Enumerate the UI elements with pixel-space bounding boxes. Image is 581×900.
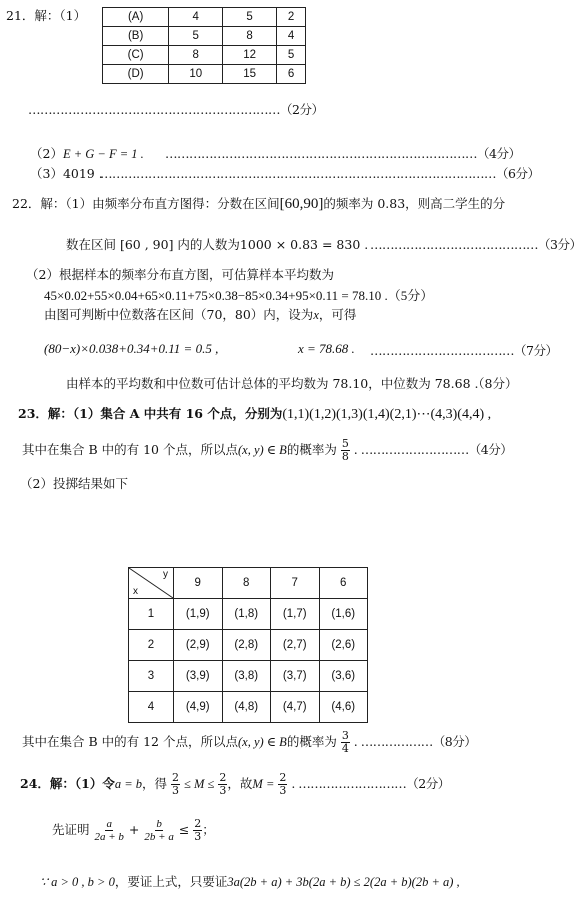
q23-table-cell: (2,6) [319, 630, 368, 661]
q24-line2-plus: + [128, 822, 140, 838]
q22-line7: 由样本的平均数和中位数可估计总体的平均数为 78.10，中位数为 78.68 . [66, 376, 479, 391]
q21-p1-score: ………………………………………………………（2分） [28, 102, 324, 117]
q21-table [102, 7, 306, 84]
q24-frac-e-den: 2b + a [144, 831, 174, 844]
q24-line1-le: ≤ M ≤ [184, 777, 215, 792]
q23-table-cell: (3,9) [174, 661, 223, 692]
q24-frac-c [278, 772, 287, 797]
q23-frac2-num: 3 [341, 729, 349, 742]
q21-p3: （3）4019 . [30, 166, 103, 181]
q23-frac2 [341, 730, 350, 755]
q22-line6-x: x = 78.68 . [298, 341, 355, 356]
q21-p2-score: ……………………………………………………………………（4分） [165, 146, 521, 161]
q24-frac-a-den: 3 [172, 784, 180, 798]
q22-line5-text: 由图可判断中位数落在区间（70，80）内，设为 [44, 307, 314, 322]
q23-table-cell: (4,9) [174, 692, 223, 723]
q24-line1-text: 24．解：（1）令 [20, 776, 115, 792]
q23-table-row-header: 4 [129, 692, 174, 723]
q21-table-cell: 12 [223, 46, 277, 65]
q21-table-cell: (C) [103, 46, 169, 65]
q23-line4-text: 其中在集合 B 中的有 12 个点，所以点 [22, 734, 238, 750]
q24-frac-d-den: 2a + b [94, 831, 124, 844]
q22-interval: [60,90] [279, 196, 324, 212]
q21-table-cell: 4 [277, 27, 306, 46]
q24-line2-le: ≤ [178, 822, 190, 838]
q24-frac-b-num: 2 [219, 771, 227, 784]
q24-frac-f [193, 818, 202, 843]
q23-frac1 [341, 438, 350, 463]
q21-p2 [30, 144, 144, 162]
q23-table-cell: (1,8) [222, 599, 271, 630]
q24-line3-mid: ，要证上式，只要证 [114, 874, 228, 889]
q21-table-cell: (D) [103, 65, 169, 84]
q23-table-cell: (2,7) [271, 630, 320, 661]
q23-table-corner [129, 568, 174, 599]
q23-table-x-label: x [133, 586, 138, 597]
q23-table-col-header: 6 [319, 568, 368, 599]
q24-frac-e [143, 818, 174, 843]
q24-frac-a [171, 772, 180, 797]
q22-line6-score: ………………………………（7分） [370, 343, 558, 358]
q24-line1-gu: ，故 [227, 776, 253, 792]
q24-line2-text: 先证明 [52, 822, 90, 838]
q23-table-row-header: 3 [129, 661, 174, 692]
q24-frac-c-den: 3 [279, 784, 287, 798]
q22-line2-score: ……………………………………（3分） [370, 237, 581, 252]
q21-table-cell: (A) [103, 8, 169, 27]
q22-line4: 45×0.02+55×0.04+65×0.11+75×0.38−85×0.34+95×0.11 = 78.10 .（5分） [44, 288, 434, 303]
q24-frac-a-num: 2 [172, 771, 180, 784]
q23-table-row-header: 2 [129, 630, 174, 661]
q21-table-row [103, 27, 306, 46]
q21-p2-label: （2） [30, 146, 63, 161]
q23-table-header-row [129, 568, 368, 599]
q23-table-cell: (3,8) [222, 661, 271, 692]
q24-line1-M: M = [252, 777, 275, 792]
q21-table-row [103, 46, 306, 65]
q23-line2-dots: . ………………………（4分） [353, 442, 513, 458]
q24-line1-mid: ，得 [142, 776, 168, 792]
q23-table-col-header: 9 [174, 568, 223, 599]
q24-line1-math: a = b [114, 777, 143, 792]
q22-line6-eq: (80−x)×0.038+0.34+0.11 = 0.5 , [44, 341, 219, 356]
q23-frac1-den: 8 [341, 450, 349, 464]
q21-table-cell: 2 [277, 8, 306, 27]
q24-line3-start: ∵ a > 0 , b > 0 [40, 875, 115, 889]
q23-line2 [22, 438, 512, 463]
q21-table-cell: 15 [223, 65, 277, 84]
q23-line4-math: (x, y) ∈ B [238, 735, 287, 750]
q23-table-cell: (4,7) [271, 692, 320, 723]
q22-line1 [12, 194, 505, 213]
q23-table-row [129, 630, 368, 661]
q24-frac-f-num: 2 [194, 817, 202, 830]
q23-line2-text: 其中在集合 B 中的有 10 个点，所以点 [22, 442, 238, 458]
q23-table-row [129, 692, 368, 723]
q22-line1-text: 22．解：（1）由频率分布直方图得：分数在区间 [12, 196, 280, 211]
q21-table-cell: 5 [169, 27, 223, 46]
q21-table-cell: 8 [169, 46, 223, 65]
q23-points: (1,1)(1,2)(1,3)(1,4)(2,1)⋯(4,3)(4,4) , [282, 407, 492, 422]
q22-line5-end: ，可得 [318, 307, 357, 322]
q21-table-cell: (B) [103, 27, 169, 46]
q23-table-cell: (4,6) [319, 692, 368, 723]
q23-table-cell: (2,8) [222, 630, 271, 661]
q23-table-row [129, 661, 368, 692]
q22-line2: 数在区间 [60 , 90] 内的人数为1000 × 0.83 = 830 . [66, 237, 369, 252]
q23-table-cell: (4,8) [222, 692, 271, 723]
q23-line3: （2）投掷结果如下 [20, 476, 128, 491]
q24-line2-end: ； [202, 822, 215, 838]
q23-table-cell: (1,9) [174, 599, 223, 630]
q22-line3: （2）根据样本的频率分布直方图，可估算样本平均数为 [26, 267, 334, 282]
q24-line1-dots: . ………………………（2分） [291, 776, 450, 792]
q24-line2 [52, 818, 215, 843]
q23-line2-math: (x, y) ∈ B [238, 443, 287, 458]
q21-table-cell: 5 [223, 8, 277, 27]
q21-table-cell: 6 [277, 65, 306, 84]
q23-line1 [18, 404, 491, 423]
q24-frac-b-den: 3 [219, 784, 227, 798]
q23-table-row-header: 1 [129, 599, 174, 630]
q23-table-cell: (2,9) [174, 630, 223, 661]
q23-line2-rest: 的概率为 [286, 442, 337, 458]
q24-frac-f-den: 3 [194, 830, 202, 844]
q21-table-row [103, 8, 306, 27]
q21-table-row [103, 65, 306, 84]
q21-header: 21．解：（1） [6, 8, 87, 23]
q22-line5 [44, 305, 356, 323]
q24-line3 [40, 872, 460, 890]
q22-line1-rest: 的频率为 0.83，则高二学生的分 [323, 196, 506, 211]
q21-p3-score: ………………………………………………………………………………………（6分） [100, 166, 540, 181]
q23-line4 [22, 730, 476, 755]
q23-line1-text: 23．解：（1）集合 A 中共有 16 个点，分别为 [18, 406, 283, 421]
q21-table-cell: 8 [223, 27, 277, 46]
q21-p2-math: E + G − F = 1 . [62, 147, 144, 161]
q23-frac1-num: 5 [341, 437, 349, 450]
q23-table-cell: (3,7) [271, 661, 320, 692]
q23-table [128, 567, 368, 723]
q23-table-col-header: 8 [222, 568, 271, 599]
q21-table-cell: 10 [169, 65, 223, 84]
q23-table-col-header: 7 [271, 568, 320, 599]
q21-table-cell: 5 [277, 46, 306, 65]
q23-table-cell: (3,6) [319, 661, 368, 692]
q24-line3-math: 3a(2b + a) + 3b(2a + b) ≤ 2(2a + b)(2b + a) , [227, 875, 460, 889]
q24-frac-d-num: a [106, 818, 112, 830]
q24-frac-e-num: b [156, 818, 162, 830]
q23-line4-rest: 的概率为 [286, 734, 337, 750]
q23-line4-dots: . ………………（8分） [353, 734, 477, 750]
q23-table-cell: (1,7) [271, 599, 320, 630]
q22-line5-var: x [313, 308, 319, 322]
q24-line1 [20, 772, 450, 797]
q23-table-cell: (1,6) [319, 599, 368, 630]
q23-table-row [129, 599, 368, 630]
q22-line7-score: （8分） [472, 376, 518, 391]
q23-frac2-den: 4 [341, 742, 349, 756]
q23-table-y-label: y [163, 569, 168, 580]
q21-table-cell: 4 [169, 8, 223, 27]
q24-frac-c-num: 2 [279, 771, 287, 784]
q24-frac-d [94, 818, 125, 843]
